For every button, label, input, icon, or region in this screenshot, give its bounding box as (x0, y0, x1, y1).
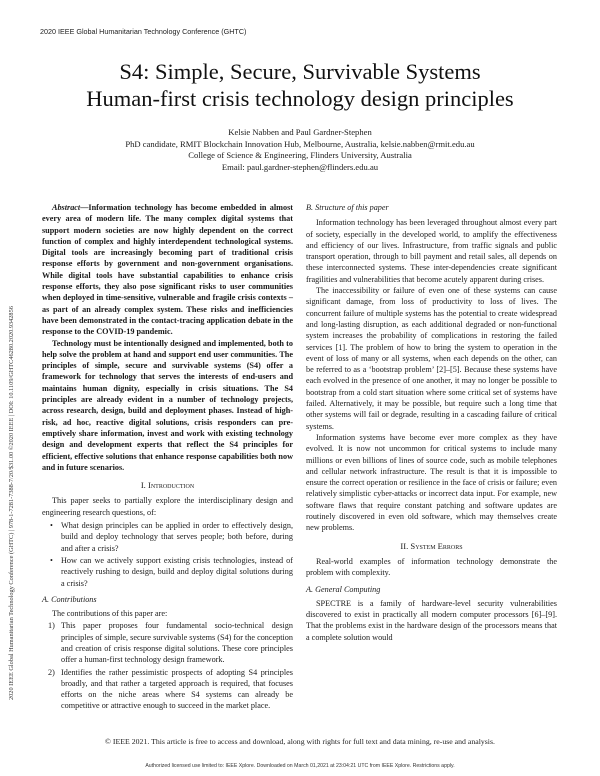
affiliation-1: PhD candidate, RMIT Blockchain Innovation Hub, Melbourne, Australia, kelsie.nabben@rmit.edu.au (125, 138, 475, 149)
title-line-1: S4: Simple, Secure, Survivable Systems (119, 59, 481, 84)
author-block (0, 127, 600, 173)
intro-paragraph: This paper seeks to partially explore the interdisciplinary design and engineering research questions, of: (42, 496, 293, 517)
copyright-notice: © IEEE 2021. This article is free to access and download, along with rights for full text and data mining, re-use and analysis. (105, 737, 495, 746)
general-computing-paragraph: SPECTRE is a family of hardware-level security vulnerabilities discovered to exist in practically all modern computer processors [6]–[9]. That the problems exist in the hardware design of the processors means that a complete solution would (306, 598, 557, 642)
list-item: 2) Identifies the rather pessimistic prospects of adopting S4 principles broadly, and that rather a targeted approach is required, that focuses efforts on the niche areas where S4 systems can already be competitive or attractive enough to succeed in the market place. (48, 667, 293, 711)
structure-paragraph-1: Information technology has been leveraged throughout almost every part of society, especially in the developed world, to amplify the effectiveness and efficiency of our lives. Infrastructure, from traffic signals and public transport operation, through to bill payment and retail sales, all depends on these interconnected systems. These inter-dependencies create significant fragilities and vulnerabilities that become acutely apparent during crises. (306, 218, 557, 284)
research-questions-list (42, 520, 293, 589)
author-names: Kelsie Nabben and Paul Gardner-Stephen (228, 127, 372, 137)
structure-paragraph-2: The inaccessibility or failure of even one of these systems can cause significant damage, from loss of productivity to loss of lives. The concurrent failure of multiple systems has the potential to create widespread and long-lasting disruption, as each additional degraded or non-functional system increases the probability of complications in restoring the failed services [1]. The problem of how to bring the system to operation in the event of loss of many or all systems, when each depends on the other, can be referred to as a ‘bootstrap problem’ [2]–[5]. Because these systems have each evolved in the presence of one another, it may no longer be possible to bootstrap from a cold start situation where some critical set of systems have failed. Alternatively, it may be possible, but require such a long time that other systems will fail or degrade, resulting in a cascading failure of critical systems. (306, 286, 557, 431)
left-column (42, 202, 293, 713)
right-column (306, 202, 557, 643)
abstract-paragraph-1: Abstract—Information technology has become embedded in almost every area of modern life. The many complex digital systems that support modern societies are now highly dependent on the correct function of complex and highly interdependent technological systems. Digital tools are increasingly becoming part of traditional crisis response efforts by government and non-government organisations. While digital tools have substantial capabilities to enhance crisis response efforts, they also pose significant risks to user communities when deployed in time-sensitive, vulnerable and fragile crisis contexts – as part of an already complex system. These risks and inefficiencies have been demonstrated in the contact-tracing application debate in the response to the COVID-19 pandemic. (42, 203, 293, 337)
system-errors-paragraph: Real-world examples of information technology demonstrate the problem with complexity. (306, 556, 557, 578)
abstract (42, 202, 293, 473)
list-item: • How can we actively support existing crisis technologies, instead of reactively rushing to design, build and deploy digital solutions during a crisis? (50, 555, 293, 588)
section-heading-introduction: I. Introduction (140, 480, 195, 491)
contributions-intro: The contributions of this paper are: (52, 609, 168, 619)
subsection-heading-structure: B. Structure of this paper (306, 203, 389, 212)
license-notice: Authorized licensed use limited to: IEEE Xplore. Downloaded on March 01,2021 at 23:04:21 UTC from IEEE Xplore. Restrictions apply. (145, 763, 455, 769)
structure-paragraph-3: Information systems have become ever more complex as they have evolved. It is now not uncommon for critical systems to include many millions or even billions of lines of source code, such as mobile telephones and cellular network infrastructure. The result is that it is impossible to ensure the correct operation or resilience in the face of crisis or failure; even relatively simplistic cyber-attacks or incorrect data input. For example, new software flaws that require constant patching and software updates are routinely discovered in even old software, which may themselves create new problems. (306, 432, 557, 533)
affiliation-2: College of Science & Engineering, Flinders University, Australia (188, 150, 412, 160)
list-item: 1) This paper proposes four fundamental socio-technical design principles of simple, secure survivable systems (S4) for the conception and creation of crisis response digital solutions. These core principles offer a human-first technology design framework. (48, 621, 293, 665)
contributions-list (42, 620, 293, 711)
abstract-paragraph-2: Technology must be intentionally designed and implemented, both to help solve the problem at hand and support end user communities. The principles of simple, secure and survivable systems (S4) offer a framework for technology that serves the interests of end-users and maintains human dignity, especially in crisis situations. The S4 principles are already evident in a number of technology projects, across research, design, build and deployment phases. Instead of high-risk, ad hoc, reactive digital solutions, crisis responders can pre-emptively share information, invest and work with existing technology design and development experts that reflect the S4 principles for efficient, effective solutions that enhance response capabilities both now and in future scenarios. (42, 338, 293, 472)
conference-header: 2020 IEEE Global Humanitarian Technology Conference (GHTC) (40, 27, 247, 36)
author-email: Email: paul.gardner-stephen@flinders.edu.au (221, 161, 379, 172)
doi-sidebar: 2020 IEEE Global Humanitarian Technology Conference (GHTC) | 978-1-7281-7388-7/20/$31.00 ©2020 IEEE | DOI: 10.1109/GHTC46280.2020.9342856 (8, 306, 15, 700)
abstract-label: Abstract (52, 203, 81, 212)
bullet-icon: • (50, 521, 53, 531)
paper-title (0, 58, 600, 112)
title-line-2: Human-first crisis technology design principles (86, 86, 514, 111)
bullet-icon: • (50, 555, 53, 565)
list-item: • What design principles can be applied in order to effectively design, build and deploy technology that serves people; both before, during and after a crisis? (50, 521, 293, 553)
section-heading-system-errors: II. System Errors (400, 540, 463, 551)
subsection-heading-general-computing: A. General Computing (306, 584, 381, 594)
subsection-heading-contributions: A. Contributions (42, 594, 97, 604)
